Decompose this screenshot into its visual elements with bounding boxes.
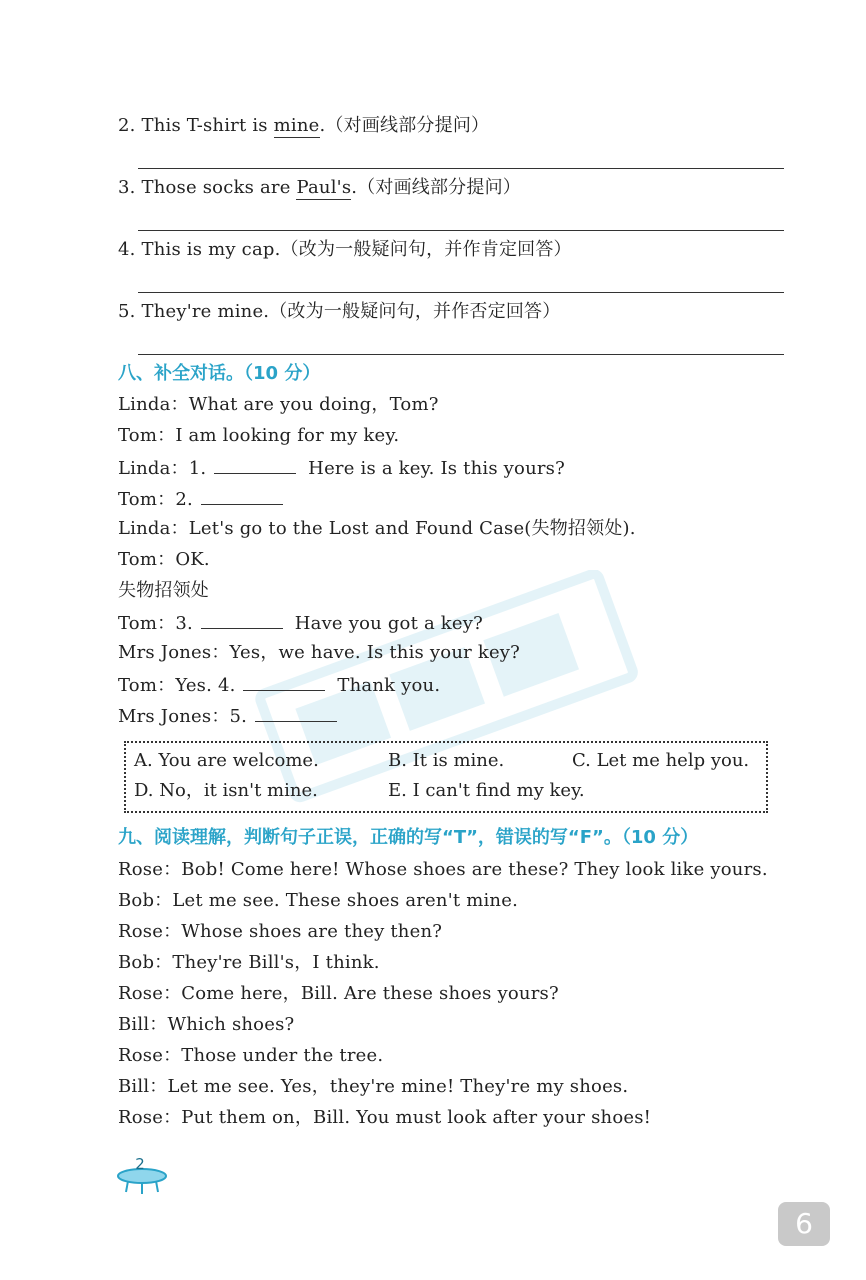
dialogue-text: 失物招领处 [118, 580, 209, 601]
option-c: C. Let me help you. [572, 750, 750, 771]
dialogue-line [118, 455, 565, 481]
question-4-text: 4. This is my cap.（改为一般疑问句，并作肯定回答） [118, 239, 572, 260]
reading-line: Bill：Which shoes? [118, 1014, 295, 1035]
reading-line: Bill：Let me see. Yes，they're mine! They're my shoes. [118, 1076, 629, 1097]
dialogue-text: Tom：3. [118, 613, 199, 634]
question-3-text: 3. Those socks are [118, 177, 297, 198]
dialogue-text: Linda：Let's go to the Lost and Found Case(失物招领处). [118, 518, 636, 539]
dialogue-text: Tom：I am looking for my key. [118, 425, 400, 446]
dialogue-line [118, 424, 399, 448]
dialogue-text: Have you got a key? [288, 613, 483, 634]
option-e: E. I can't find my key. [388, 780, 585, 801]
question-4 [118, 238, 572, 262]
dialogue-line [118, 703, 343, 729]
dialogue-text: Tom：Yes. 4. [118, 675, 242, 696]
options-box [124, 741, 768, 813]
dialogue-line [118, 548, 210, 572]
reading-line: Rose：Put them on，Bill. You must look after your shoes! [118, 1107, 652, 1128]
dialogue-line [118, 641, 520, 665]
dialogue-line [118, 486, 289, 512]
dialogue-line [118, 517, 636, 541]
question-3 [118, 176, 521, 200]
option-b: B. It is mine. [388, 750, 505, 771]
option-a: A. You are welcome. [134, 750, 319, 771]
trampoline-icon [114, 1150, 170, 1196]
dialogue-text: Here is a key. Is this yours? [302, 458, 565, 479]
viewer-page-indicator[interactable]: 6 [778, 1202, 830, 1246]
section-9-title: 九、阅读理解，判断句子正误，正确的写“T”，错误的写“F”。（10 分） [118, 827, 699, 848]
reading-line: Rose：Those under the tree. [118, 1045, 384, 1066]
reading-line: Rose：Bob! Come here! Whose shoes are these? They look like yours. [118, 859, 768, 880]
question-3-instruction: .（对画线部分提问） [351, 177, 521, 198]
question-2 [118, 114, 489, 138]
question-3-underlined: Paul's [296, 177, 352, 198]
reading-line: Bob：Let me see. These shoes aren't mine. [118, 890, 518, 911]
page-number: 2 [135, 1155, 145, 1173]
answer-line-3[interactable] [138, 230, 784, 231]
reading-line: Rose：Whose shoes are they then? [118, 921, 443, 942]
dialogue-text: Linda：What are you doing，Tom? [118, 394, 439, 415]
dialogue-line [118, 672, 440, 698]
dialogue-text: Mrs Jones：5. [118, 706, 254, 727]
blank-2[interactable] [201, 486, 283, 505]
question-2-text: 2. This T-shirt is [118, 115, 274, 136]
answer-line-4[interactable] [138, 292, 784, 293]
blank-5[interactable] [255, 703, 337, 722]
dialogue-text: Linda：1. [118, 458, 213, 479]
dialogue-text: Tom：2. [118, 489, 199, 510]
answer-line-2[interactable] [138, 168, 784, 169]
page-number-badge [114, 1150, 170, 1196]
blank-1[interactable] [214, 455, 296, 474]
reading-line: Rose：Come here，Bill. Are these shoes yours? [118, 983, 559, 1004]
reading-line: Bob：They're Bill's，I think. [118, 952, 380, 973]
dialogue-text: Thank you. [331, 675, 441, 696]
question-5 [118, 300, 560, 324]
dialogue-text: Tom：OK. [118, 549, 210, 570]
dialogue-line [118, 393, 439, 417]
question-2-underlined: mine [273, 115, 320, 136]
answer-line-5[interactable] [138, 354, 784, 355]
dialogue-line [118, 610, 483, 636]
option-d: D. No，it isn't mine. [134, 780, 318, 801]
scene-label [118, 579, 209, 603]
dialogue-text: Mrs Jones：Yes，we have. Is this your key? [118, 642, 521, 663]
section-8-title: 八、补全对话。（10 分） [118, 363, 321, 384]
question-2-instruction: .（对画线部分提问） [319, 115, 490, 136]
blank-3[interactable] [201, 610, 283, 629]
question-5-text: 5. They're mine.（改为一般疑问句，并作否定回答） [118, 301, 561, 322]
blank-4[interactable] [243, 672, 325, 691]
